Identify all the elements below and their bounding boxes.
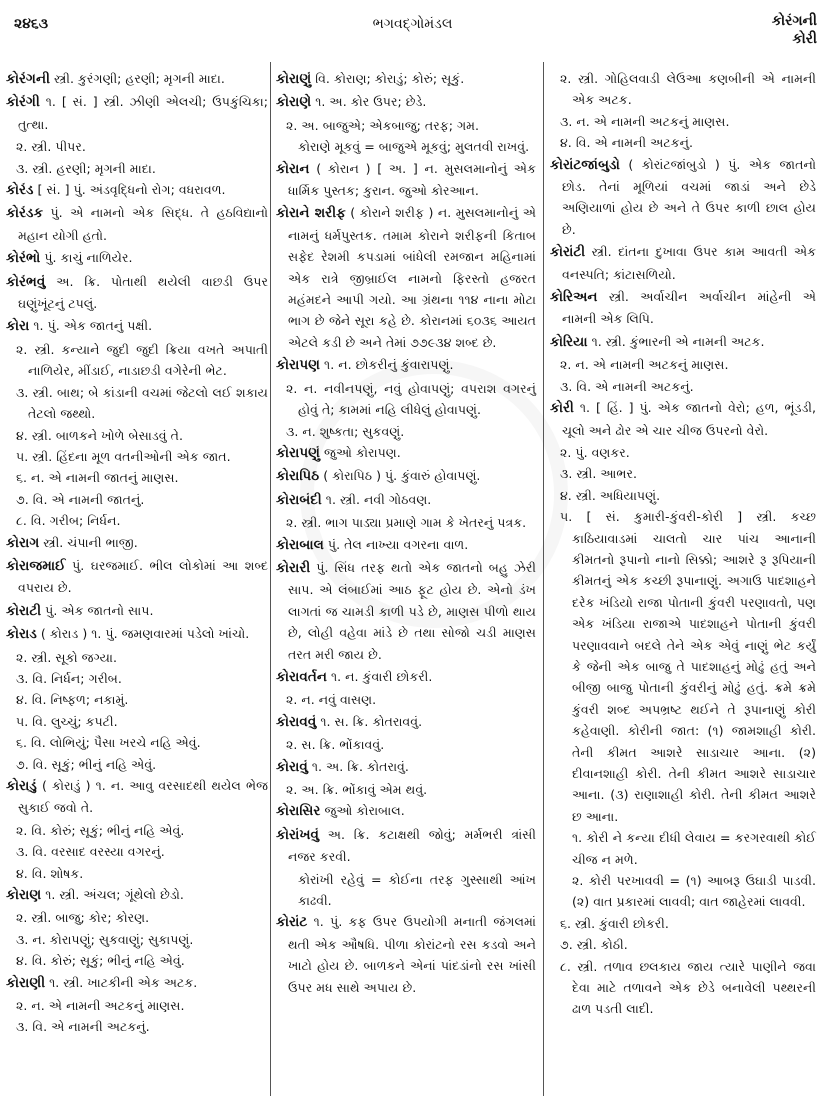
- definition-text: અ. ક્રિ. પોતાથી થયેલી વાછડી ઉપર ઘણુંખૂંટનું ટપલું.: [18, 273, 268, 312]
- headword: કોરાણે: [276, 94, 312, 111]
- column-divider: [270, 62, 271, 1096]
- definition-text: ૩. વિ. એ નામની અટકનું.: [16, 1019, 150, 1035]
- definition-text: ( કોરાને શરીફ ) ન. મુસલમાનોનું એ નામનું ધર્મપુસ્તક. તમામ કોરાને શરીફની કિતાબ સફેદ રેશમી કપડામાં બાંધેલી રમજાન મહિનામાં એક રાત્રે જીબ્રાઈલ નામનો ફિરસ્તો હજરત મહંમદને આપી ગયો. આ ગ્રંથના ૧૧૪ નાના મોટા ભાગ છે જેને સૂરા કહે છે. કોરાનમાં ૬૦૩૬ આયત એટલે કડી છે અને તેમાં ૭૭૯૩૪ શબ્દ છે.: [288, 205, 536, 350]
- sense-item: [6, 510, 268, 531]
- headword: કોરાજમાઈ: [6, 557, 66, 574]
- definition-text: ૧. કોરી ને કન્યા દીધી લેવાય = કરગરવાથી કોઈ ચીજ ન મળે.: [572, 830, 816, 867]
- definition-text: ૩. સ્ત્રી. હરણી; મૃગની માદા.: [16, 160, 156, 176]
- dictionary-entry: [276, 800, 536, 822]
- headword: કોરાબંદી: [276, 491, 322, 508]
- sense-item: [550, 485, 816, 506]
- headword: કોરિઅન: [550, 289, 598, 306]
- sense-item: [6, 754, 268, 775]
- sense-item: [550, 956, 816, 1020]
- definition-text: પું. તેલ નાખ્યા વગરના વાળ.: [327, 536, 469, 552]
- sense-item: [276, 421, 536, 442]
- sense-item: [6, 647, 268, 668]
- headword: કોરાટી: [6, 602, 42, 619]
- sense-item: [6, 467, 268, 488]
- sense-item: [6, 425, 268, 446]
- column-3: [550, 68, 816, 1020]
- dictionary-entry: [550, 397, 816, 441]
- headword: કોરાંટી: [550, 244, 586, 261]
- headword: કોરંગની: [6, 71, 50, 87]
- dictionary-entry: [276, 666, 536, 688]
- dictionary-entry: [276, 711, 536, 733]
- definition-text: ( કોરાન ) [ અ. ] ન. મુસલમાનોનું એક ધાર્મિક પુસ્તક; કુરાન. જુઓ કોરઆન.: [288, 160, 536, 199]
- definition-text: ૬. વિ. લોભિયું; પૈસા ખરચે નહિ એવું.: [16, 735, 201, 751]
- definition-text: ૩. વિ. એ નામની અટકનું.: [560, 378, 694, 394]
- definition-text: ૩. સ્ત્રી. બાથ; બે કાંડાની વચમાં જેટલો લઈ શકાય તેટલો જથ્થો.: [16, 384, 268, 422]
- definition-text: ૨. પું. વણકર.: [560, 444, 630, 460]
- dictionary-entry: [276, 756, 536, 778]
- definition-text: ૨. સ્ત્રી. બાજુ; કોર; કોરણ.: [16, 910, 150, 926]
- dictionary-entry: [276, 824, 536, 868]
- definition-text: ૫. સ્ત્રી. હિંદના મૂળ વતનીઓની એક જાત.: [16, 448, 231, 464]
- dictionary-entry: [6, 532, 268, 554]
- dictionary-entry: [276, 465, 536, 487]
- definition-text: [ સં. ] પું. અંડવૃદ્ધિનો રોગ; વધરાવળ.: [37, 182, 226, 198]
- headword: કોરા: [6, 318, 30, 335]
- sense-item: [550, 913, 816, 934]
- headword: કોરાસિર: [276, 803, 321, 820]
- definition-text: ૩. વિ. વરસાદ વરસ્યા વગરનું.: [16, 844, 165, 860]
- dictionary-entry: [276, 489, 536, 511]
- definition-text: ૧. સ. ક્રિ. કોતરાવવું.: [320, 713, 423, 729]
- definition-text: પું. ઘરજમાઈ. ભીલ લોકોમાં આ શબ્દ વપરાય છે.: [18, 557, 268, 596]
- dictionary-entry: [6, 91, 268, 135]
- definition-text: ૪. વિ. એ નામની અટકનું.: [560, 135, 694, 151]
- definition-text: ૩. ન. એ નામની અટકનું માણસ.: [560, 113, 730, 129]
- definition-text: ૧. અ. ક્રિ. કોતરાવું.: [311, 758, 409, 774]
- definition-text: ૪. સ્ત્રી. બાળકને ખોળે બેસાડવું તે.: [16, 427, 183, 443]
- sense-item: [6, 841, 268, 862]
- headword: કોરાણ: [6, 887, 42, 904]
- guide-word-first: કોરંગની: [771, 13, 817, 29]
- sense-item: [6, 489, 268, 510]
- guide-word-last: કોરી: [792, 31, 817, 47]
- definition-text: કોરાંખી રહેવું = કોઈના તરફ ગુસ્સાથી આંખ કાઢવી.: [298, 871, 536, 909]
- dictionary-entry: [6, 775, 268, 819]
- definition-text: પું. કાચું નાળિયેર.: [44, 250, 133, 266]
- definition-text: ૪. વિ. કોરું; સૂકું; ભીનું નહિ એવું.: [16, 953, 185, 969]
- headword: કોરાણી: [6, 974, 46, 991]
- dictionary-entry: [6, 68, 268, 90]
- definition-text: જુઓ કોરાપણ.: [324, 444, 401, 460]
- definition-text: ૨. અ. ક્રિ. ભોંકાવું એમ થવું.: [286, 782, 428, 797]
- sense-item: [6, 995, 268, 1016]
- definition-text: ૧. ન. છોકરીનું કુંવારાપણું.: [324, 357, 454, 373]
- definition-text: પું. એ નામનો એક સિદ્ધ. તે હઠવિદ્યાનો મહાન યોગી હતો.: [18, 205, 268, 243]
- dictionary-entry: [6, 179, 268, 201]
- headword: કોરાપણ: [276, 357, 321, 374]
- column-2: [276, 68, 536, 999]
- sense-item: [550, 506, 816, 827]
- definition-text: ૨. ન. નવીનપણું, નવું હોવાપણું; વપરાશ વગરનું હોવું તે; કામમાં નહિ લીધેલું હોવાપણું.: [286, 380, 536, 418]
- dictionary-entry: [550, 241, 816, 285]
- headword: કોરાને શરીફ: [276, 205, 346, 222]
- dictionary-entry: [276, 911, 536, 998]
- phrase-item: [550, 870, 816, 913]
- dictionary-entry: [276, 68, 536, 90]
- sense-item: [6, 732, 268, 753]
- headword: કોરંગી: [6, 94, 40, 111]
- phrase-item: [276, 136, 536, 157]
- sense-item: [6, 136, 268, 157]
- dictionary-entry: [6, 884, 268, 906]
- definition-text: ૫. [ સં. કુમારી-કુંવરી-કોરી ] સ્ત્રી. કચ્છ કાઠિયાવાડમાં ચાલતો ચાર પાંચ આનાની કીમતનો રૂપાનો નાનો સિક્કો; આશરે રૂ રૂપિયાની કીમતનું એક કચ્છી રૂપાનાણું. અગાઉ પાદશાહને દરેક ખંડિયો રાજા પોતાની કુંવરી પરણાવતો, પણ એક ખંડિયા રાજાએ પાદશાહને પોતાની કુંવરી પરણાવવાને બદલે તેને એક એવું નાણું ભેટ કર્યું કે જેની એક બાજુ તે પાદશાહનું મોઢું હતું અને બીજી બાજુ પોતાની કુંવરીનું મોઢું હતું. ક્રમે ક્રમે કુંવરી શબ્દ અપભ્રષ્ટ થઈને તે રૂપાનાણું કોરી કહેવાણી. કોરીની જાત: (૧) જામશાહી કોરી. તેની કીમત આશરે સાડાચાર આના. (૨) દીવાનશાહી કોરી. તેની કીમત આશરે સાડાચાર આના. (૩) રાણાશાહી કોરી. તેની કીમત આશરે છ આના.: [560, 509, 816, 824]
- guide-words: [772, 12, 817, 48]
- sense-item: [550, 111, 816, 132]
- sense-item: [550, 68, 816, 111]
- headword: કોરાડ: [6, 626, 37, 643]
- definition-text: ૨. સ. ક્રિ. ભોંકાવવું.: [286, 737, 385, 753]
- phrase-item: [550, 827, 816, 870]
- definition-text: ૧. પું. એક જાતનું પક્ષી.: [33, 318, 153, 334]
- page-header: [0, 8, 825, 48]
- headword: કોરાવર્તન: [276, 668, 327, 685]
- dictionary-entry: [276, 91, 536, 113]
- definition-text: સ્ત્રી. દાંતના દુખાવા ઉપર કામ આવતી એક વનસ્પતિ; કાંટાસળિયો.: [562, 244, 816, 282]
- dictionary-entry: [6, 972, 268, 994]
- dictionary-entry: [276, 158, 536, 202]
- definition-text: ૧. [ હિં. ] પું. એક જાતનો વેરો; હળ, ભૂંડડી, ચૂલો અને ઢોર એ ચાર ચીજ ઉપરનો વેરો.: [562, 400, 816, 438]
- dictionary-entry: [276, 202, 536, 353]
- definition-text: ૪. વિ. શોષક.: [16, 865, 84, 881]
- sense-item: [276, 378, 536, 421]
- dictionary-entry: [6, 202, 268, 246]
- dictionary-entry: [550, 154, 816, 241]
- dictionary-entry: [6, 555, 268, 599]
- definition-text: કોરાણે મૂકવું = બાજુએ મૂકવું; મુલતવી રાખવું.: [298, 139, 530, 155]
- sense-item: [6, 339, 268, 382]
- column-divider: [543, 62, 544, 1096]
- definition-text: ૨. ન. એ નામની અટકનું માણસ.: [560, 357, 729, 373]
- sense-item: [6, 1016, 268, 1037]
- sense-item: [276, 779, 536, 800]
- definition-text: ૨. સ્ત્રી. કન્યાને જુદી જુદી ક્રિયા વખતે અપાતી નાળિયેર, મીંડાઈ, નાડાછડી વગેરેની ભેટ.: [16, 341, 268, 379]
- page-number: ૨૪૬૩: [14, 16, 49, 32]
- sense-item: [6, 950, 268, 971]
- headword: કોરાવવું: [276, 713, 317, 730]
- definition-text: ૨. અ. બાજુએ; એકબાજુ; તરફ; ગમ.: [286, 117, 480, 133]
- definition-text: ૬. સ્ત્રી. કુંવારી છોકરી.: [560, 915, 669, 931]
- sense-item: [550, 934, 816, 955]
- definition-text: ૧. પું. કફ ઉપર ઉપયોગી મનાતી જંગલમાં થતી એક ઔષધિ. પીળા કોરાંટનો રસ કડવો અને ખાટો હોય છે. બાળકને એનાં પાંદડાંનો રસ ખાંસી ઉપર મધ સાથે અપાય છે.: [288, 914, 536, 995]
- dictionary-entry: [276, 557, 536, 665]
- headword: કોરી: [550, 400, 574, 417]
- sense-item: [550, 376, 816, 397]
- sense-item: [550, 354, 816, 375]
- definition-text: ૪. વિ. નિષ્ફળ; નકામું.: [16, 692, 129, 708]
- definition-text: ૧. સ્ત્રી. ખાટકીની એક અટક.: [49, 974, 198, 990]
- headword: કોરાંટજાંબુડો: [550, 156, 620, 173]
- definition-text: ૨. ન. નવું વાસણ.: [286, 692, 377, 708]
- dictionary-entry: [276, 442, 536, 464]
- definition-text: ૨. સ્ત્રી. સૂકો જગ્યા.: [16, 649, 118, 665]
- headword: કોરાડું: [6, 778, 37, 794]
- definition-text: ૩. ન. કોરાપણું; સુકવાણું; સુકાપણું.: [16, 931, 194, 947]
- definition-text: ( કોરાડું ) ૧. ન. આવુ વરસાદથી થયેલ ભેજ સુકાઈ જવો તે.: [18, 778, 268, 816]
- definition-text: ૭. સ્ત્રી. કોઠી.: [560, 937, 628, 953]
- sense-item: [6, 668, 268, 689]
- dictionary-entry: [276, 534, 536, 556]
- phrase-item: [276, 869, 536, 912]
- headword: કોરારી: [276, 559, 311, 576]
- definition-text: ૮. વિ. ગરીબ; નિર્ધન.: [16, 513, 121, 529]
- dictionary-entry: [6, 623, 268, 645]
- headword: કોરાપણું: [276, 444, 321, 461]
- headword: કોરાંટ: [276, 914, 308, 931]
- definition-text: ૪. સ્ત્રી. અધિયાપણું.: [560, 487, 661, 503]
- dictionary-entry: [6, 315, 268, 337]
- definition-text: ૨. સ્ત્રી. ભાગ પાડ્યા પ્રમાણે ગામ કે ખેતરનું પત્રક.: [286, 515, 527, 531]
- sense-item: [6, 711, 268, 732]
- definition-text: સ્ત્રી. અર્વાચીન અર્વાચીન માંહેની એ નામની એક લિપિ.: [562, 289, 816, 327]
- definition-text: વિ. કોરાણ; કોરાડું; કોરું; સૂકું.: [315, 71, 465, 86]
- headword: કોરંડ: [6, 182, 34, 199]
- dictionary-entry: [6, 271, 268, 315]
- definition-text: ૨. સ્ત્રી. પીપર.: [16, 139, 86, 155]
- definition-text: ૧. ન. કુંવારી છોકરી.: [330, 668, 433, 684]
- headword: કોરાવું: [276, 758, 308, 775]
- sense-item: [6, 446, 268, 467]
- definition-text: સ્ત્રી. કુરંગણી; હરણી; મૃગની માદા.: [53, 71, 225, 86]
- headword: કોરાંખવું: [276, 826, 319, 843]
- definition-text: ૨. ન. એ નામની અટકનું માણસ.: [16, 998, 185, 1014]
- definition-text: ૧. સ્ત્રી. કુંભારની એ નામની અટક.: [591, 333, 765, 349]
- sense-item: [6, 820, 268, 841]
- definition-text: ( કોરાપિઠ ) પું. કુંવારું હોવાપણું.: [323, 468, 481, 484]
- definition-text: ૩. વિ. નિર્ધન; ગરીબ.: [16, 670, 122, 686]
- sense-item: [6, 929, 268, 950]
- dictionary-entry: [6, 247, 268, 269]
- column-1: [6, 68, 268, 1038]
- definition-text: ૨. કોરી પરખાવવી = (૧) આબરૂ ઉઘાડી પાડવી. (૨) વાત પ્રકારમાં લાવવી; વાત જાહેરમાં લાવવી.: [572, 873, 816, 910]
- dictionary-entry: [276, 354, 536, 376]
- definition-text: જુઓ કોરાબાલ.: [324, 803, 405, 819]
- definition-text: ૧. સ્ત્રી. નવી ગોઠવણ.: [325, 491, 432, 507]
- dictionary-entry: [6, 600, 268, 622]
- sense-item: [550, 463, 816, 484]
- sense-item: [276, 115, 536, 136]
- definition-text: ૧. અ. કોર ઉપર; છેડે.: [315, 94, 427, 110]
- definition-text: ૩. ન. શુષ્કતા; સુકવણું.: [286, 423, 405, 439]
- sense-item: [6, 863, 268, 884]
- sense-item: [6, 382, 268, 425]
- definition-text: ( કોરાડ ) ૧. પું. જમણવારમાં પડેલો ખાંચો.: [40, 626, 250, 642]
- sense-item: [6, 158, 268, 179]
- sense-item: [276, 734, 536, 755]
- definition-text: ૨. વિ. કોરું; સૂકું; ભીનું નહિ એવું.: [16, 822, 185, 838]
- dictionary-entry: [550, 286, 816, 330]
- dictionary-entry: [550, 331, 816, 353]
- definition-text: ૧. સ્ત્રી. અંચલ; ગૂંથેલો છેડો.: [45, 887, 184, 903]
- sense-item: [6, 689, 268, 710]
- definition-text: અ. ક્રિ. કટાક્ષથી જોવું; મર્મભરી ત્રાંસી નજર કરવી.: [288, 826, 536, 865]
- sense-item: [6, 907, 268, 928]
- sense-item: [550, 442, 816, 463]
- definition-text: પું. સિંધ તરફ થતો એક જાતનો બહુ ઝેરી સાપ. એ લંબાઈમાં આઠ ફૂટ હોય છે. એનો ડંખ લાગતાં જ ચામડી કાળી પડે છે, માણસ પીળો થાય છે, લોહી વહેવા માંડે છે તથા સોજો ચડી માણસ તરત મરી જાય છે.: [288, 559, 536, 662]
- definition-text: ૨. સ્ત્રી. ગોહિલવાડી લેઉઆ કણબીની એ નામની એક અટક.: [560, 71, 816, 108]
- headword: કોરાણું: [276, 71, 312, 87]
- headword: કોરંભવું: [6, 273, 46, 290]
- definition-text: ૮. સ્ત્રી. તળાવ છલકાય જાય ત્યારે પાણીને જવા દેવા માટે તળાવને એક છેડે બનાવેલી પથ્થરની ઢાળ પડતી લાદી.: [560, 958, 816, 1017]
- definition-text: સ્ત્રી. ચંપાની ભાજી.: [43, 534, 138, 550]
- definition-text: ૧. [ સં. ] સ્ત્રી. ઝીણી એલચી; ઉપકુંચિકા; તુત્થા.: [18, 94, 268, 132]
- headword: કોરાગ: [6, 534, 40, 551]
- book-title: ભગવદ્ગોમંડલ: [372, 16, 453, 32]
- sense-item: [550, 132, 816, 153]
- definition-text: ૫. વિ. લુચ્ચું; કપટી.: [16, 713, 118, 729]
- sense-item: [276, 689, 536, 710]
- sense-item: [276, 512, 536, 533]
- definition-text: ૬. ન. એ નામની જાતનું માણસ.: [16, 470, 179, 486]
- headword: કોરંભો: [6, 250, 41, 267]
- headword: કોરંડક: [6, 205, 44, 222]
- headword: કોરાન: [276, 160, 310, 177]
- headword: કોરાપિઠ: [276, 468, 320, 485]
- definition-text: ૭. વિ. સૂકું; ભીનું નહિ એવું.: [16, 756, 157, 772]
- definition-text: ૭. વિ. એ નામની જાતનું.: [16, 491, 145, 507]
- definition-text: ( કોરાંટજાંબુડો ) પું. એક જાતનો છોડ. તેનાં મૂળિયાં વચમાં જાડાં અને છેડે અણિયાળાં હોય છે અને તે ઉપર કાળી છાલ હોય છે.: [562, 156, 816, 237]
- definition-text: પું. એક જાતનો સાપ.: [45, 602, 154, 618]
- headword: કોરિયા: [550, 333, 588, 350]
- definition-text: ૩. સ્ત્રી. આભર.: [560, 466, 638, 482]
- headword: કોરાબાલ: [276, 536, 324, 553]
